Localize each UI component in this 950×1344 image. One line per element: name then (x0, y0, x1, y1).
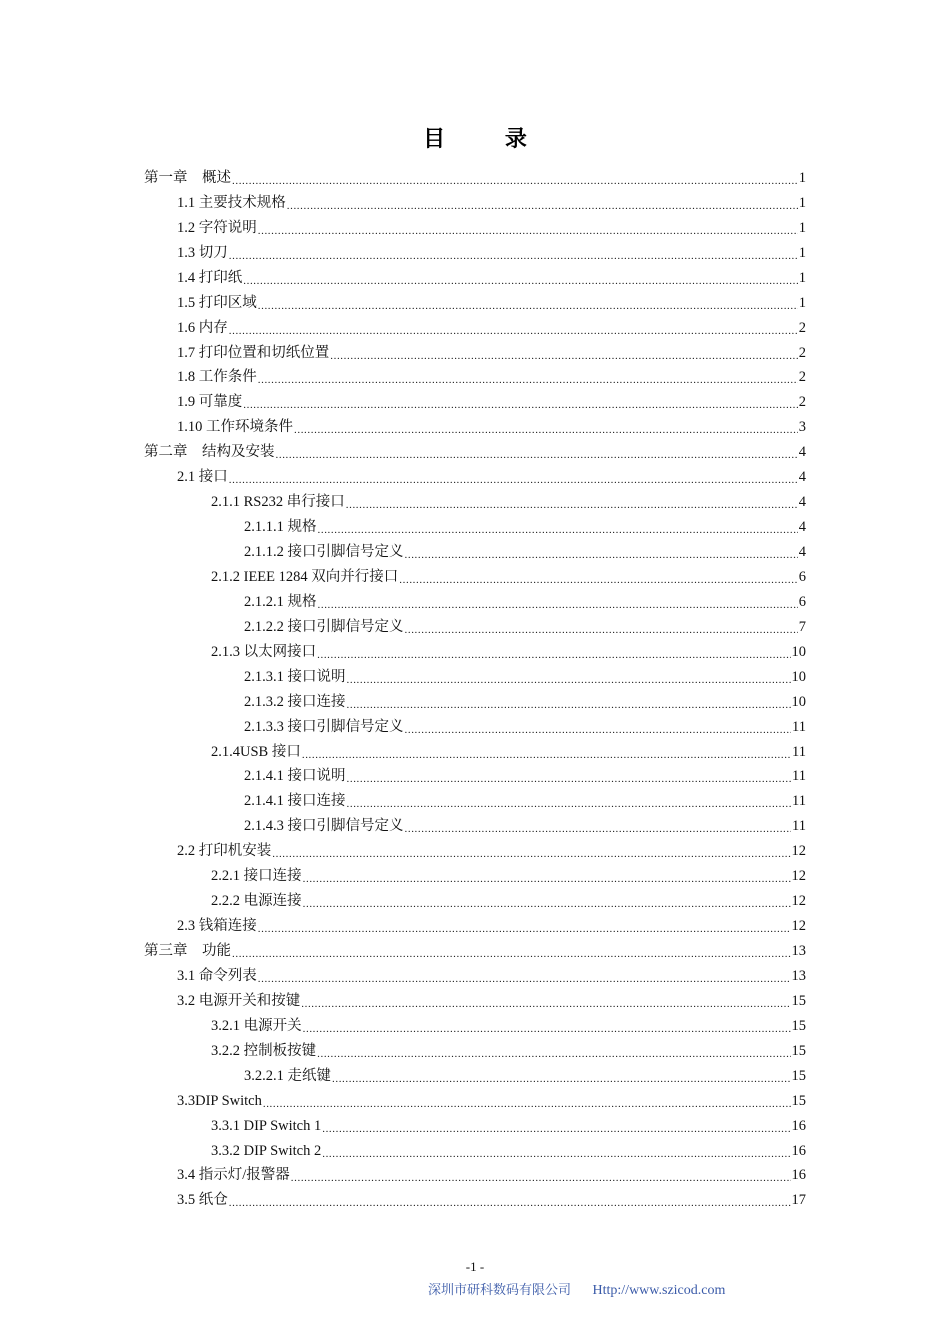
toc-entry-page: 10 (791, 643, 806, 660)
toc-entry-title: 2.1.4.1 接口说明 (244, 768, 346, 785)
toc-entry-page: 12 (791, 893, 806, 910)
toc-entry-title: 1.4 打印纸 (177, 269, 243, 286)
toc-entry[interactable] (144, 839, 806, 864)
toc-entry-page: 1 (798, 169, 806, 186)
toc-entry-page: 15 (791, 1092, 806, 1109)
toc-leader-dots (232, 171, 798, 191)
toc-entry[interactable] (144, 465, 806, 490)
toc-entry-title: 2.1.2 IEEE 1284 双向并行接口 (211, 568, 399, 585)
toc-entry-title: 1.6 内存 (177, 319, 228, 336)
toc-entry[interactable] (144, 490, 806, 515)
toc-entry-title: 第一章 概述 (144, 169, 231, 186)
toc-entry[interactable] (144, 540, 806, 565)
toc-leader-dots (287, 196, 798, 216)
toc-leader-dots (322, 1144, 790, 1164)
toc-leader-dots (232, 944, 791, 964)
toc-leader-dots (243, 271, 798, 291)
toc-entry[interactable] (144, 1064, 806, 1089)
table-of-contents (144, 166, 806, 1213)
toc-entry-page: 13 (791, 943, 806, 960)
toc-leader-dots (317, 1044, 790, 1064)
toc-entry[interactable] (144, 715, 806, 740)
toc-leader-dots (317, 645, 790, 665)
toc-leader-dots (229, 1193, 791, 1213)
toc-entry-title: 3.3.2 DIP Switch 2 (211, 1142, 322, 1159)
footer (428, 1279, 725, 1299)
toc-entry-page: 3 (798, 419, 806, 436)
toc-leader-dots (294, 420, 798, 440)
toc-entry-page: 15 (791, 992, 806, 1009)
toc-entry[interactable] (144, 765, 806, 790)
toc-entry-page: 2 (798, 369, 806, 386)
toc-entry[interactable] (144, 515, 806, 540)
toc-entry-page: 7 (798, 618, 806, 635)
toc-entry-title: 2.1.2.2 接口引脚信号定义 (244, 618, 404, 635)
toc-leader-dots (301, 994, 790, 1014)
toc-entry[interactable] (144, 1014, 806, 1039)
toc-entry-title: 2.1 接口 (177, 469, 228, 486)
toc-entry-page: 11 (792, 818, 806, 835)
toc-entry-title: 3.2.1 电源开关 (211, 1017, 302, 1034)
toc-entry-page: 6 (798, 593, 806, 610)
toc-entry[interactable] (144, 740, 806, 765)
toc-entry-title: 1.5 打印区域 (177, 294, 257, 311)
toc-entry-page: 16 (791, 1142, 806, 1159)
toc-leader-dots (399, 570, 797, 590)
toc-entry-page: 4 (798, 519, 806, 536)
toc-leader-dots (258, 296, 798, 316)
toc-entry[interactable] (144, 191, 806, 216)
toc-entry[interactable] (144, 316, 806, 341)
toc-entry-page: 4 (798, 444, 806, 461)
toc-entry[interactable] (144, 440, 806, 465)
toc-entry[interactable] (144, 889, 806, 914)
page-number: -1 - (465, 1259, 485, 1274)
toc-entry-title: 2.1.4USB 接口 (211, 743, 301, 760)
toc-entry-page: 12 (791, 868, 806, 885)
toc-entry-title: 2.3 钱箱连接 (177, 918, 257, 935)
toc-entry[interactable] (144, 366, 806, 391)
toc-entry-title: 1.2 字符说明 (177, 219, 257, 236)
toc-entry-page: 2 (798, 344, 806, 361)
toc-entry-title: 1.10 工作环境条件 (177, 419, 293, 436)
page-title: 目 录 (423, 127, 553, 152)
toc-entry-title: 2.1.3.2 接口连接 (244, 693, 346, 710)
toc-entry-page: 1 (798, 194, 806, 211)
toc-leader-dots (258, 370, 798, 390)
toc-leader-dots (347, 769, 792, 789)
toc-entry[interactable] (144, 1089, 806, 1114)
toc-entry[interactable] (144, 341, 806, 366)
toc-entry-title: 2.1.3.3 接口引脚信号定义 (244, 718, 404, 735)
toc-leader-dots (303, 869, 791, 889)
toc-entry-page: 6 (798, 568, 806, 585)
toc-leader-dots (332, 1069, 791, 1089)
toc-entry[interactable] (144, 964, 806, 989)
footer-company: 深圳市研科数码有限公司 (428, 1283, 572, 1298)
toc-leader-dots (291, 1168, 791, 1188)
toc-entry-page: 17 (791, 1192, 806, 1209)
toc-leader-dots (302, 745, 791, 765)
toc-entry[interactable] (144, 166, 806, 191)
toc-entry[interactable] (144, 390, 806, 415)
toc-leader-dots (346, 495, 798, 515)
toc-entry-title: 2.1.1 RS232 串行接口 (211, 494, 345, 511)
toc-leader-dots (258, 221, 798, 241)
toc-entry[interactable] (144, 914, 806, 939)
footer-url[interactable]: Http://www.szicod.com (592, 1283, 726, 1298)
toc-leader-dots (303, 894, 791, 914)
toc-entry[interactable] (144, 640, 806, 665)
toc-entry-page: 4 (798, 469, 806, 486)
toc-entry-title: 2.1.3 以太网接口 (211, 643, 317, 660)
toc-leader-dots (347, 695, 791, 715)
toc-entry[interactable] (144, 1164, 806, 1189)
toc-entry[interactable] (144, 789, 806, 814)
toc-leader-dots (229, 470, 798, 490)
toc-entry[interactable] (144, 615, 806, 640)
toc-entry[interactable] (144, 1114, 806, 1139)
toc-leader-dots (347, 670, 791, 690)
toc-entry-page: 1 (798, 219, 806, 236)
toc-entry-title: 3.3.1 DIP Switch 1 (211, 1117, 322, 1134)
toc-leader-dots (229, 321, 798, 341)
toc-entry-title: 2.1.4.3 接口引脚信号定义 (244, 818, 404, 835)
toc-leader-dots (405, 819, 792, 839)
toc-entry-page: 15 (791, 1042, 806, 1059)
toc-entry-page: 15 (791, 1017, 806, 1034)
toc-entry-title: 1.3 切刀 (177, 244, 228, 261)
toc-leader-dots (330, 346, 798, 366)
toc-entry[interactable] (144, 814, 806, 839)
toc-entry[interactable] (144, 266, 806, 291)
toc-entry-page: 16 (791, 1167, 806, 1184)
toc-entry-title: 2.1.2.1 规格 (244, 593, 317, 610)
toc-entry[interactable] (144, 291, 806, 316)
toc-entry-title: 3.2 电源开关和按键 (177, 992, 301, 1009)
toc-leader-dots (347, 794, 792, 814)
toc-entry-title: 2.2.1 接口连接 (211, 868, 302, 885)
toc-entry-page: 13 (791, 967, 806, 984)
toc-entry[interactable] (144, 864, 806, 889)
toc-leader-dots (263, 1094, 791, 1114)
toc-entry-title: 2.1.1.2 接口引脚信号定义 (244, 544, 404, 561)
toc-entry[interactable] (144, 665, 806, 690)
toc-entry-title: 2.1.4.1 接口连接 (244, 793, 346, 810)
toc-entry-page: 1 (798, 294, 806, 311)
toc-leader-dots (272, 844, 790, 864)
toc-entry[interactable] (144, 1039, 806, 1064)
toc-entry[interactable] (144, 1188, 806, 1213)
toc-entry-page: 11 (792, 768, 806, 785)
toc-leader-dots (322, 1119, 790, 1139)
toc-leader-dots (243, 395, 798, 415)
toc-entry[interactable] (144, 989, 806, 1014)
toc-entry-page: 11 (792, 718, 806, 735)
toc-entry-title: 2.2.2 电源连接 (211, 893, 302, 910)
toc-leader-dots (276, 445, 798, 465)
toc-leader-dots (318, 520, 798, 540)
toc-entry-title: 1.8 工作条件 (177, 369, 257, 386)
toc-entry[interactable] (144, 939, 806, 964)
toc-leader-dots (405, 720, 792, 740)
toc-entry-title: 3.1 命令列表 (177, 967, 257, 984)
toc-entry-page: 10 (791, 668, 806, 685)
toc-entry-title: 3.3DIP Switch (177, 1092, 262, 1109)
toc-leader-dots (303, 1019, 791, 1039)
toc-entry-page: 4 (798, 494, 806, 511)
toc-leader-dots (405, 620, 798, 640)
toc-entry[interactable] (144, 216, 806, 241)
toc-leader-dots (258, 969, 791, 989)
toc-entry-title: 1.9 可靠度 (177, 394, 243, 411)
toc-leader-dots (229, 246, 798, 266)
toc-entry-page: 12 (791, 843, 806, 860)
toc-entry-page: 15 (791, 1067, 806, 1084)
toc-entry-title: 3.2.2.1 走纸键 (244, 1067, 331, 1084)
toc-entry-title: 第三章 功能 (144, 943, 231, 960)
toc-entry-page: 4 (798, 544, 806, 561)
toc-entry-page: 11 (792, 793, 806, 810)
toc-leader-dots (318, 595, 798, 615)
toc-entry-title: 2.2 打印机安装 (177, 843, 272, 860)
toc-entry-page: 1 (798, 269, 806, 286)
toc-entry-page: 10 (791, 693, 806, 710)
toc-entry[interactable] (144, 590, 806, 615)
toc-entry-title: 3.4 指示灯/报警器 (177, 1167, 290, 1184)
toc-entry-page: 16 (791, 1117, 806, 1134)
toc-entry[interactable] (144, 690, 806, 715)
toc-entry-page: 12 (791, 918, 806, 935)
toc-entry-title: 3.5 纸仓 (177, 1192, 228, 1209)
toc-entry[interactable] (144, 415, 806, 440)
toc-entry-page: 2 (798, 319, 806, 336)
toc-entry[interactable] (144, 565, 806, 590)
toc-entry-title: 第二章 结构及安装 (144, 444, 275, 461)
toc-entry[interactable] (144, 241, 806, 266)
toc-entry-title: 1.1 主要技术规格 (177, 194, 286, 211)
toc-entry-page: 11 (792, 743, 806, 760)
toc-entry-title: 3.2.2 控制板按键 (211, 1042, 317, 1059)
toc-entry-title: 2.1.3.1 接口说明 (244, 668, 346, 685)
toc-leader-dots (405, 545, 798, 565)
toc-entry-page: 1 (798, 244, 806, 261)
toc-entry-page: 2 (798, 394, 806, 411)
toc-entry-title: 1.7 打印位置和切纸位置 (177, 344, 330, 361)
toc-leader-dots (258, 919, 791, 939)
toc-entry[interactable] (144, 1139, 806, 1164)
toc-entry-title: 2.1.1.1 规格 (244, 519, 317, 536)
